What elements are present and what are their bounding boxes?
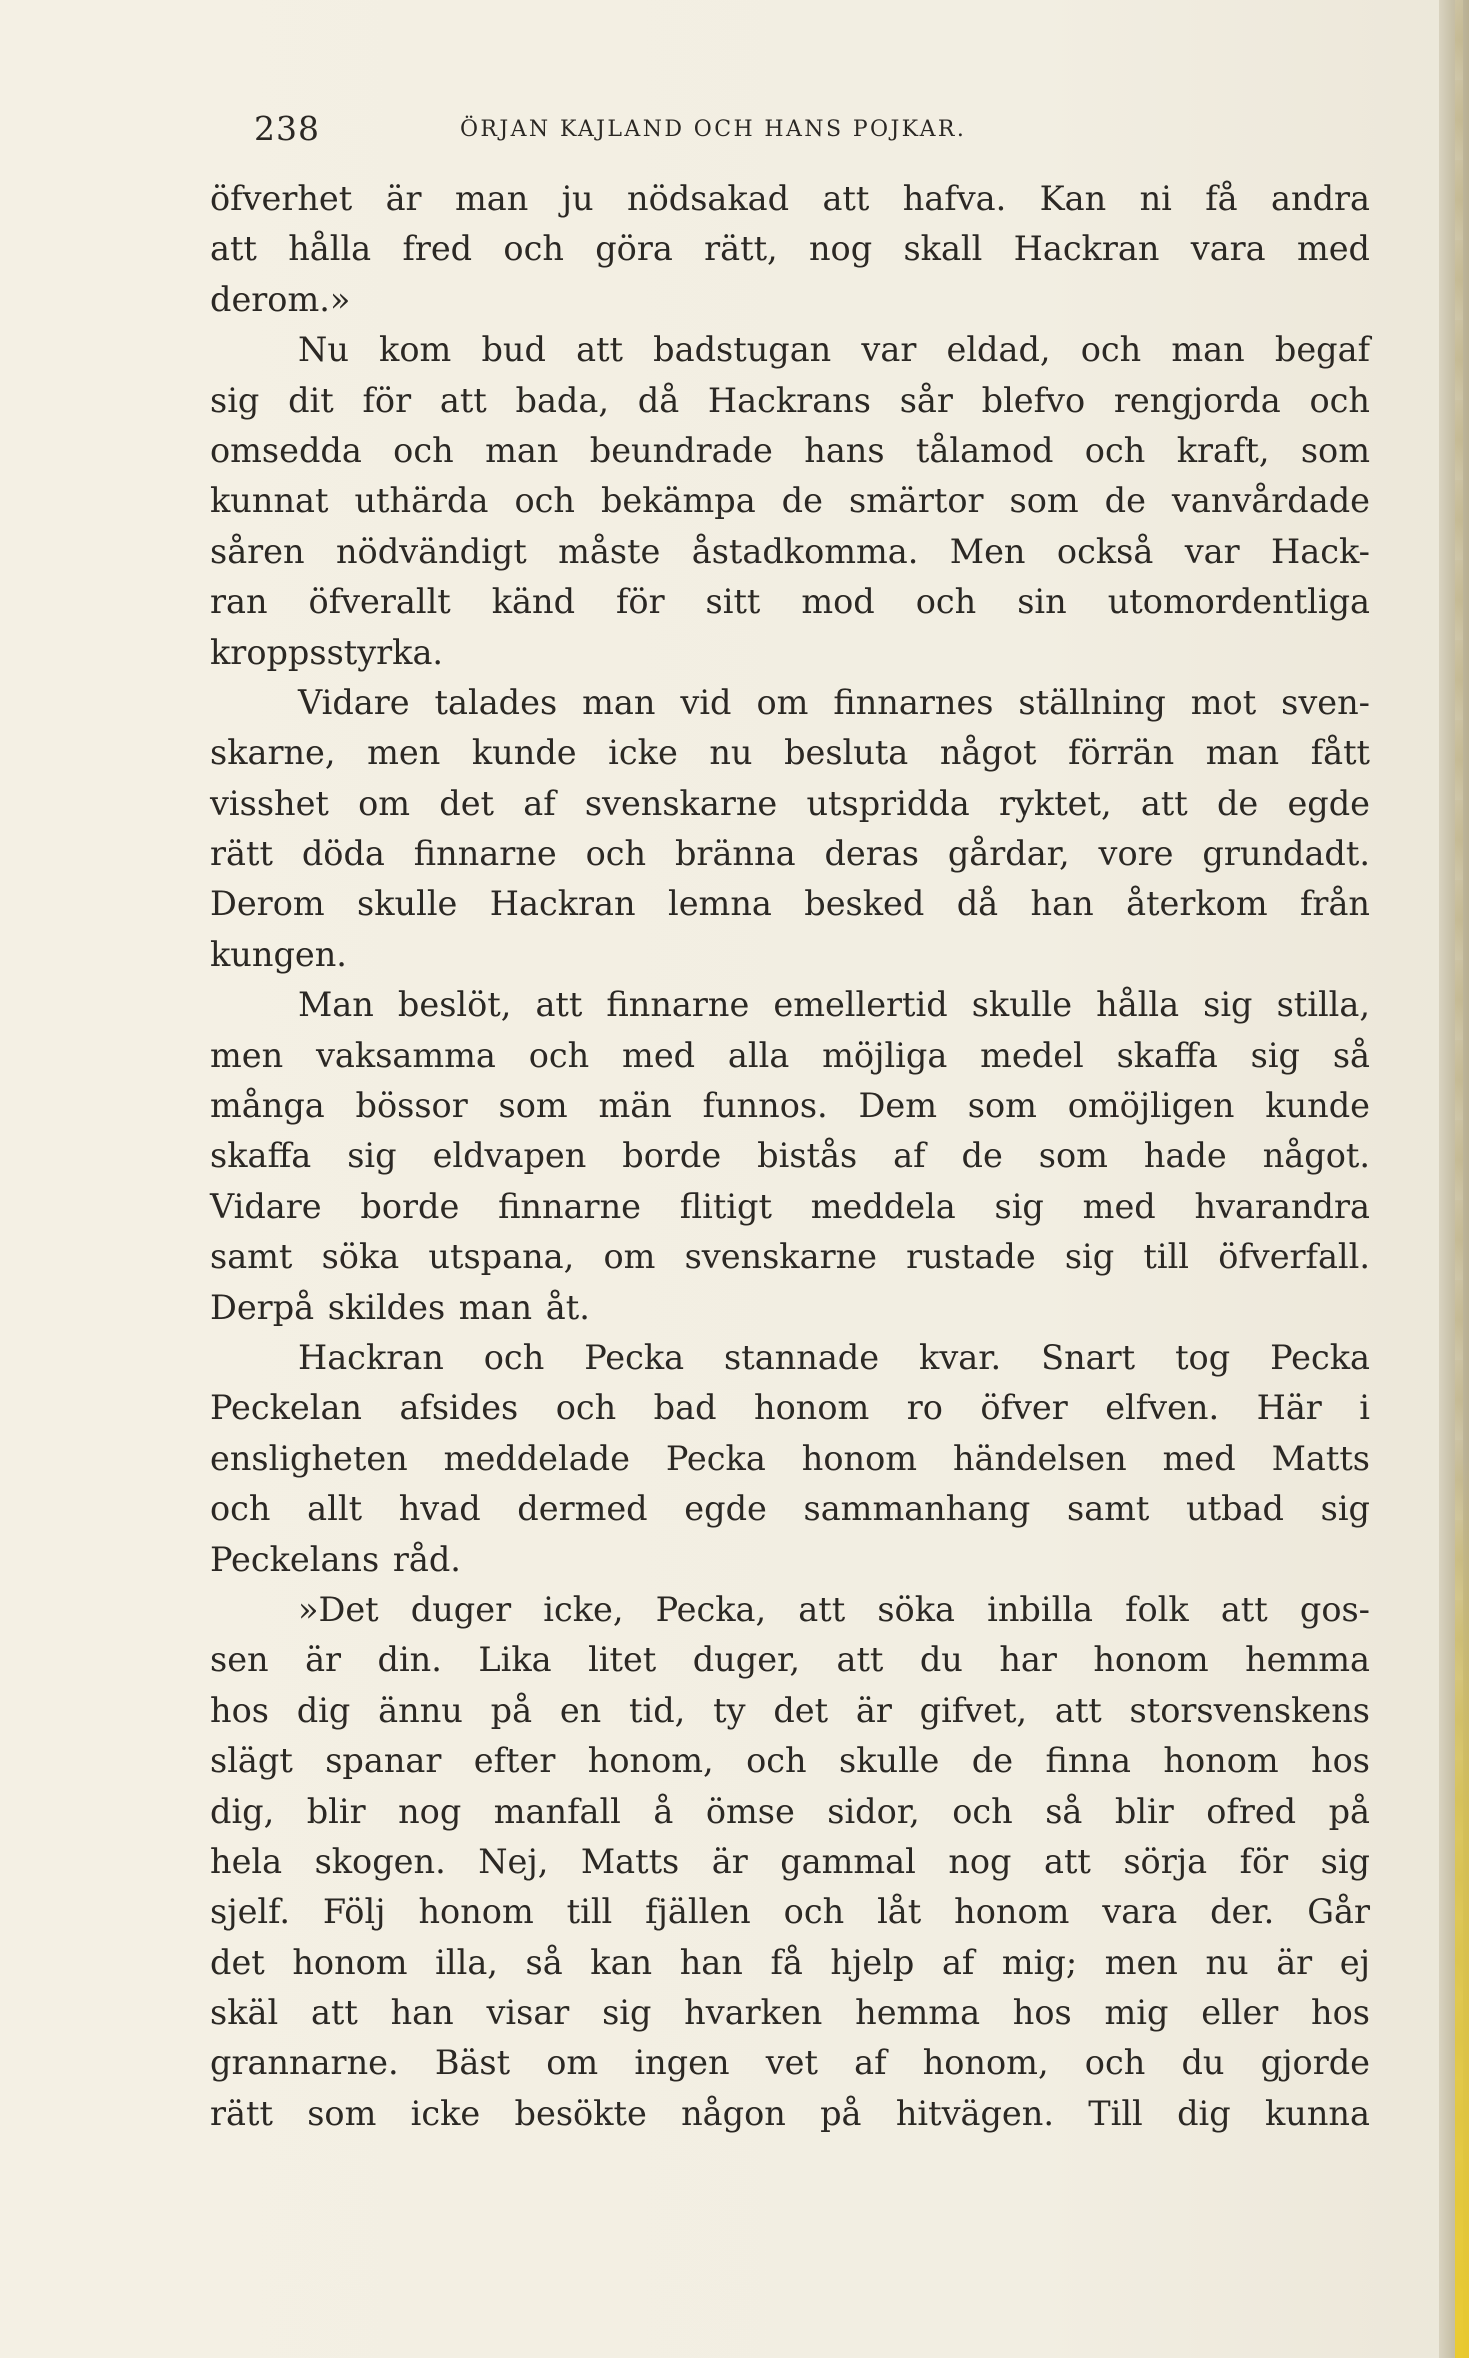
text-line: Derpå skildes man åt.: [210, 1287, 590, 1327]
text-line: »Det duger icke, Pecka, att söka inbilla folk att gos-: [298, 1589, 1370, 1629]
text-line: Man beslöt, att finnarne emellertid skulle hålla sig stilla,: [298, 985, 1370, 1025]
text-line: grannarne. Bäst om ingen vet af honom, och du gjorde: [210, 2043, 1370, 2083]
page-edge-gilding: [1455, 1458, 1469, 2358]
text-line: Hackran och Pecka stannade kvar. Snart tog Pecka: [298, 1337, 1370, 1377]
text-line: kroppsstyrka.: [210, 632, 444, 672]
text-line: omsedda och man beundrade hans tålamod och kraft, som: [210, 430, 1370, 470]
page-number: 238: [254, 109, 320, 148]
running-title: ÖRJAN KAJLAND OCH HANS POJKAR.: [460, 117, 967, 142]
text-line: sjelf. Följ honom till fjällen och låt honom vara der. Går: [210, 1892, 1370, 1932]
text-line: det honom illa, så kan han få hjelp af mig; men nu är ej: [210, 1942, 1370, 1982]
text-line: Derom skulle Hackran lemna besked då han återkom från: [210, 884, 1370, 924]
text-line: hos dig ännu på en tid, ty det är gifvet, att storsvenskens: [210, 1690, 1370, 1730]
text-line: rätt som icke besökte någon på hitvägen. Till dig kunna: [210, 2093, 1370, 2133]
text-line: Vidare talades man vid om finnarnes ställning mot sven-: [298, 682, 1370, 722]
body-text: [210, 174, 1370, 2139]
text-line: många bössor som män funnos. Dem som omöjligen kunde: [210, 1086, 1370, 1126]
text-line: att hålla fred och göra rätt, nog skall Hackran vara med: [210, 229, 1370, 269]
text-line: Vidare borde finnarne flitigt meddela sig med hvarandra: [210, 1186, 1370, 1226]
text-line: sen är din. Lika litet duger, att du har honom hemma: [210, 1640, 1370, 1680]
text-line: Peckelans råd.: [210, 1539, 461, 1579]
text-line: hela skogen. Nej, Matts är gammal nog att sörja för sig: [210, 1841, 1370, 1881]
text-line: och allt hvad dermed egde sammanhang samt utbad sig: [210, 1489, 1370, 1529]
text-line: skaffa sig eldvapen borde bistås af de som hade något.: [210, 1136, 1370, 1176]
text-line: samt söka utspana, om svenskarne rustade sig till öfverfall.: [210, 1237, 1370, 1277]
text-line: öfverhet är man ju nödsakad att hafva. Kan ni få andra: [210, 179, 1370, 218]
page-header: [254, 104, 1124, 154]
text-line: kungen.: [210, 934, 347, 974]
text-line: Peckelan afsides och bad honom ro öfver elfven. Här i: [210, 1388, 1370, 1428]
text-line: slägt spanar efter honom, och skulle de finna honom hos: [210, 1741, 1370, 1781]
text-line: dig, blir nog manfall å ömse sidor, och så blir ofred på: [210, 1791, 1370, 1831]
text-line: Nu kom bud att badstugan var eldad, och man begaf: [298, 330, 1370, 370]
text-line: kunnat uthärda och bekämpa de smärtor som de vanvårdade: [210, 481, 1370, 521]
text-line: ensligheten meddelade Pecka honom händelsen med Matts: [210, 1438, 1370, 1478]
text-line: skäl att han visar sig hvarken hemma hos mig eller hos: [210, 1993, 1370, 2033]
text-line: derom.»: [210, 279, 351, 319]
text-line: skarne, men kunde icke nu besluta något förrän man fått: [210, 733, 1370, 773]
text-line: sig dit för att bada, då Hackrans sår blefvo rengjorda och: [210, 380, 1370, 420]
text-line: ran öfverallt känd för sitt mod och sin utomordentliga: [210, 582, 1370, 622]
text-line: såren nödvändigt måste åstadkomma. Men också var Hack-: [210, 531, 1370, 571]
text-line: rätt döda finnarne och bränna deras gårdar, vore grundadt.: [210, 834, 1370, 874]
text-line: men vaksamma och med alla möjliga medel skaffa sig så: [210, 1035, 1370, 1075]
text-line: visshet om det af svenskarne utspridda ryktet, att de egde: [210, 783, 1370, 823]
